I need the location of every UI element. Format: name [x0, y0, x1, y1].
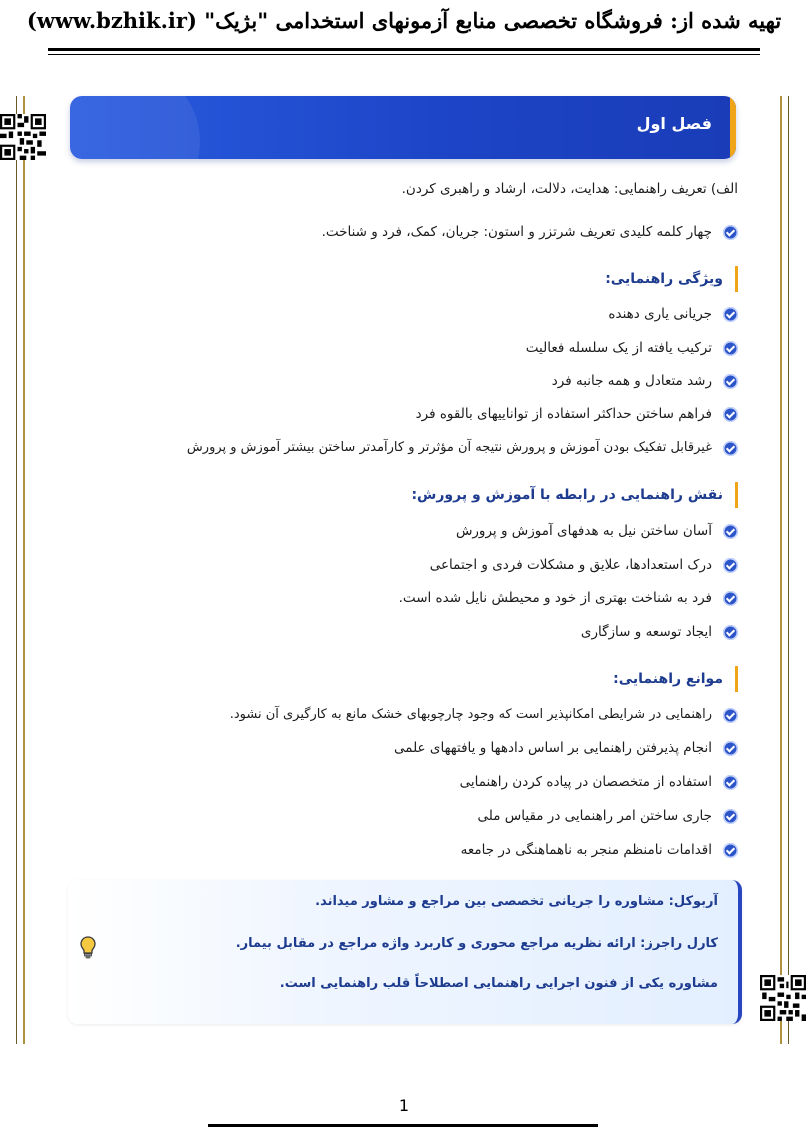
check-circle-icon: [723, 843, 738, 858]
list-item: انجام پذیرفتن راهنمایی بر اساس دادهها و یافتههای علمی: [394, 740, 738, 756]
list-item: غیرقابل تفکیک بودن آموزش و پرورش نتیجه آن مؤثرتر و کارآمدتر ساختن بیشتر آموزش و پرورش: [187, 440, 738, 455]
list-item: راهنمایی در شرایطی امکانپذیر است که وجود چارچوبهای خشک مانع به کارگیری آن نشود.: [230, 707, 738, 722]
site-banner: تهیه شده از: فروشگاه تخصصی منابع آزمونهای استخدامی "بژیک" (www.bzhik.ir): [26, 8, 782, 33]
list-item: ایجاد توسعه و سازگاری: [581, 624, 738, 640]
list-item: رشد متعادل و همه جانبه فرد: [552, 373, 738, 389]
qr-code-icon: [0, 114, 46, 160]
page-number: 1: [398, 1096, 410, 1115]
list-item: ترکیب یافته از یک سلسله فعالیت: [526, 340, 738, 356]
note-line: آربوکل: مشاوره را جریانی تخصصی بین مراجع و مشاور میداند.: [315, 894, 718, 909]
definition-text: الف) تعریف راهنمایی: هدایت، دلالت، ارشاد و راهبری کردن.: [401, 181, 738, 197]
list-item: جاری ساختن امر راهنمایی در مقیاس ملی: [478, 808, 738, 824]
banner-rule: [48, 48, 760, 51]
check-circle-icon: [723, 741, 738, 756]
section-heading: موانع راهنمایی:: [613, 666, 738, 692]
note-line: کارل راجرز: ارائه نظریه مراجع محوری و کاربرد واژه مراجع در مقابل بیمار.: [235, 936, 718, 951]
banner-rule-thin: [48, 54, 760, 55]
qr-code-icon: [760, 975, 806, 1021]
list-item: اقدامات نامنظم منجر به ناهماهنگی در جامعه: [461, 842, 738, 858]
lightbulb-icon: [80, 936, 96, 960]
list-item: فراهم ساختن حداکثر استفاده از تواناییهای بالقوه فرد: [416, 406, 738, 422]
check-circle-icon: [723, 307, 738, 322]
chapter-header: [70, 96, 736, 159]
list-item: استفاده از متخصصان در پیاده کردن راهنمایی: [460, 774, 738, 790]
section-heading: ویژگی راهنمایی:: [605, 266, 738, 292]
list-item: درک استعدادها، علایق و مشکلات فردی و اجتماعی: [430, 557, 738, 573]
right-page-border: [780, 96, 789, 1044]
list-item: چهار کلمه کلیدی تعریف شرتزر و استون: جریان، کمک، فرد و شناخت.: [322, 224, 738, 240]
check-circle-icon: [723, 374, 738, 389]
list-item: آسان ساختن نیل به هدفهای آموزش و پرورش: [456, 523, 738, 539]
footer-rule: [208, 1124, 598, 1127]
section-heading: نقش راهنمایی در رابطه با آموزش و پرورش:: [411, 482, 738, 508]
note-line: مشاوره یکی از فنون اجرایی راهنمایی اصطلاحاً قلب راهنمایی است.: [279, 976, 718, 991]
check-circle-icon: [723, 558, 738, 573]
check-circle-icon: [723, 775, 738, 790]
check-circle-icon: [723, 441, 738, 456]
check-circle-icon: [723, 225, 738, 240]
check-circle-icon: [723, 809, 738, 824]
check-circle-icon: [723, 625, 738, 640]
note-box: [68, 880, 742, 1024]
check-circle-icon: [723, 524, 738, 539]
list-item: فرد به شناخت بهتری از خود و محیطش نایل شده است.: [399, 590, 738, 606]
check-circle-icon: [723, 341, 738, 356]
check-circle-icon: [723, 708, 738, 723]
check-circle-icon: [723, 591, 738, 606]
left-page-border: [16, 96, 25, 1044]
check-circle-icon: [723, 407, 738, 422]
chapter-title: فصل اول: [636, 114, 712, 133]
list-item: جریانی یاری دهنده: [608, 306, 738, 322]
